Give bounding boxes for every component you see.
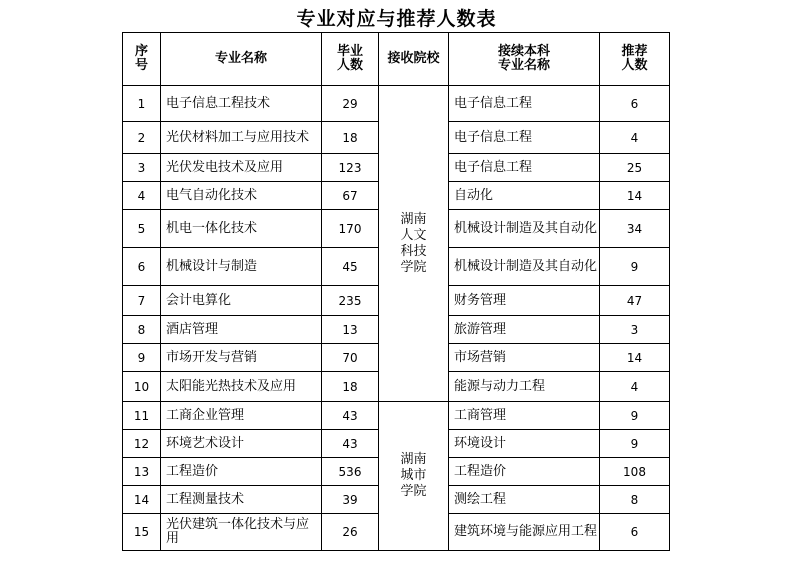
row-index: 12 [123,430,161,458]
recommend-count: 25 [600,154,670,182]
recommend-count: 4 [600,372,670,402]
row-index: 8 [123,316,161,344]
header-recommend: 推荐 人数 [600,33,670,86]
row-index: 3 [123,154,161,182]
major-name: 市场开发与营销 [161,344,322,372]
row-index: 15 [123,514,161,551]
major-name: 光伏发电技术及应用 [161,154,322,182]
row-index: 5 [123,210,161,248]
major-name: 机电一体化技术 [161,210,322,248]
header-index: 序 号 [123,33,161,86]
target-major-name: 电子信息工程 [449,122,600,154]
target-major-name: 电子信息工程 [449,154,600,182]
header-school: 接收院校 [379,33,449,86]
major-name: 环境艺术设计 [161,430,322,458]
recommend-count: 108 [600,458,670,486]
graduate-count: 536 [322,458,379,486]
header-major: 专业名称 [161,33,322,86]
target-major-name: 工程造价 [449,458,600,486]
row-index: 4 [123,182,161,210]
recommend-count: 34 [600,210,670,248]
graduate-count: 13 [322,316,379,344]
graduate-count: 70 [322,344,379,372]
school-name: 湖南人文科技学院 [400,211,427,275]
table-row [123,86,670,122]
graduate-count: 67 [322,182,379,210]
receiving-school [379,86,449,402]
major-name: 光伏建筑一体化技术与应用 [161,514,322,551]
row-index: 10 [123,372,161,402]
graduate-count: 123 [322,154,379,182]
target-major-name: 市场营销 [449,344,600,372]
school-name: 湖南城市学院 [400,452,427,499]
row-index: 9 [123,344,161,372]
graduate-count: 43 [322,402,379,430]
graduate-count: 235 [322,286,379,316]
major-name: 工商企业管理 [161,402,322,430]
recommend-count: 6 [600,86,670,122]
recommend-count: 6 [600,514,670,551]
graduate-count: 29 [322,86,379,122]
target-major-name: 能源与动力工程 [449,372,600,402]
recommend-count: 9 [600,430,670,458]
table-title: 专业对应与推荐人数表 [296,8,497,30]
recommend-count: 9 [600,248,670,286]
major-name: 电子信息工程技术 [161,86,322,122]
recommend-count: 3 [600,316,670,344]
receiving-school [379,402,449,551]
target-major-name: 机械设计制造及其自动化 [449,248,600,286]
row-index: 6 [123,248,161,286]
row-index: 11 [123,402,161,430]
table-row [123,402,670,430]
major-name: 会计电算化 [161,286,322,316]
row-index: 2 [123,122,161,154]
target-major-name: 电子信息工程 [449,86,600,122]
row-index: 1 [123,86,161,122]
target-major-name: 测绘工程 [449,486,600,514]
major-name: 机械设计与制造 [161,248,322,286]
target-major-name: 自动化 [449,182,600,210]
major-name: 酒店管理 [161,316,322,344]
recommendation-table [122,32,670,551]
graduate-count: 39 [322,486,379,514]
graduate-count: 43 [322,430,379,458]
graduate-count: 26 [322,514,379,551]
recommend-count: 8 [600,486,670,514]
row-index: 14 [123,486,161,514]
major-name: 光伏材料加工与应用技术 [161,122,322,154]
major-name: 电气自动化技术 [161,182,322,210]
recommend-count: 47 [600,286,670,316]
target-major-name: 工商管理 [449,402,600,430]
recommend-count: 4 [600,122,670,154]
row-index: 13 [123,458,161,486]
header-row [123,33,670,86]
target-major-name: 旅游管理 [449,316,600,344]
row-index: 7 [123,286,161,316]
recommend-count: 9 [600,402,670,430]
major-name: 工程测量技术 [161,486,322,514]
graduate-count: 18 [322,122,379,154]
target-major-name: 机械设计制造及其自动化 [449,210,600,248]
major-name: 太阳能光热技术及应用 [161,372,322,402]
recommend-count: 14 [600,344,670,372]
graduate-count: 18 [322,372,379,402]
target-major-name: 环境设计 [449,430,600,458]
target-major-name: 财务管理 [449,286,600,316]
major-name: 工程造价 [161,458,322,486]
header-grads: 毕业 人数 [322,33,379,86]
header-target-major: 接续本科 专业名称 [449,33,600,86]
recommend-count: 14 [600,182,670,210]
graduate-count: 170 [322,210,379,248]
target-major-name: 建筑环境与能源应用工程 [449,514,600,551]
graduate-count: 45 [322,248,379,286]
